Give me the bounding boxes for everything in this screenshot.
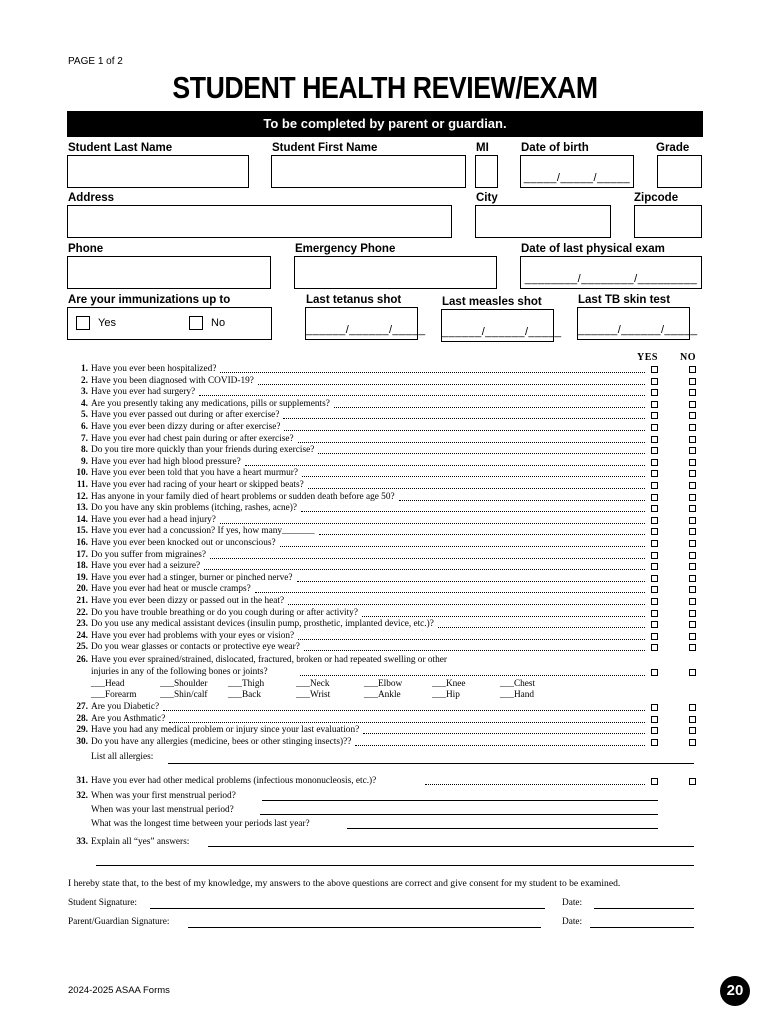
dob-field[interactable] — [520, 155, 634, 188]
no-checkbox[interactable] — [689, 644, 696, 651]
dot-leader — [438, 627, 645, 628]
body-part-ankle[interactable]: ___Ankle — [364, 690, 401, 700]
last-period-input-line[interactable] — [260, 814, 658, 815]
yes-checkbox[interactable] — [651, 669, 658, 676]
dot-leader — [163, 710, 645, 711]
question-text: Have you ever had a seizure? — [91, 561, 201, 572]
no-checkbox[interactable] — [689, 586, 696, 593]
question-text: Have you ever had problems with your eyes or vision? — [91, 630, 295, 641]
no-checkbox[interactable] — [689, 598, 696, 605]
dob-date-blank: _____/_____/_____ — [523, 172, 631, 184]
last-physical-date-blank: ________/________/_________ — [524, 273, 698, 285]
question-number: 18. — [76, 561, 88, 572]
dot-leader — [319, 534, 645, 535]
question-number: 1. — [81, 364, 88, 374]
yes-checkbox[interactable] — [651, 494, 658, 501]
no-checkbox[interactable] — [689, 575, 696, 582]
yes-checkbox[interactable] — [651, 552, 658, 559]
body-part-shoulder[interactable]: ___Shoulder — [160, 679, 208, 689]
dot-leader — [334, 407, 645, 408]
dot-leader — [204, 569, 645, 570]
student-signature-label: Student Signature: — [68, 898, 137, 908]
parent-signature-label: Parent/Guardian Signature: — [68, 917, 170, 927]
no-checkbox[interactable] — [689, 528, 696, 535]
tetanus-label: Last tetanus shot — [306, 294, 402, 306]
question-text: Have you ever had a stinger, burner or pinched nerve? — [91, 572, 293, 583]
no-checkbox[interactable] — [689, 610, 696, 617]
allergies-input-line[interactable] — [168, 763, 694, 764]
grade-field[interactable] — [657, 155, 702, 188]
measles-label: Last measles shot — [442, 296, 542, 308]
last-physical-label: Date of last physical exam — [521, 243, 665, 255]
yes-checkbox[interactable] — [651, 716, 658, 723]
body-part-thigh[interactable]: ___Thigh — [228, 679, 265, 689]
tetanus-field[interactable] — [305, 307, 426, 340]
question-number: 19. — [76, 572, 88, 583]
mi-label: MI — [476, 142, 489, 154]
question-number: 23. — [76, 619, 88, 630]
question-text: Do you have trouble breathing or do you cough during or after activity? — [91, 607, 358, 618]
body-part-hip[interactable]: ___Hip — [432, 690, 460, 700]
yes-checkbox[interactable] — [651, 528, 658, 535]
parent-date-line[interactable] — [590, 927, 694, 928]
no-checkbox[interactable] — [689, 739, 696, 746]
dot-leader — [399, 500, 645, 501]
no-checkbox[interactable] — [689, 552, 696, 559]
body-part-back[interactable]: ___Back — [228, 690, 262, 700]
first-name-label: Student First Name — [272, 142, 378, 154]
question-text: Have you ever been knocked out or unconscious? — [91, 538, 276, 548]
dot-leader — [302, 476, 645, 477]
question-number: 2. — [81, 375, 88, 386]
city-field[interactable] — [475, 205, 611, 238]
immunizations-yes-label: Yes — [98, 317, 116, 329]
yes-checkbox[interactable] — [651, 778, 658, 785]
phone-field[interactable] — [67, 256, 271, 289]
question-text: Have you ever had high blood pressure? — [91, 456, 241, 467]
body-part-head[interactable]: ___Head — [91, 679, 125, 689]
body-part-elbow[interactable]: ___Elbow — [364, 679, 403, 689]
question-number: 27. — [76, 702, 88, 712]
dot-leader — [304, 650, 645, 651]
question-text: Has anyone in your family died of heart problems or sudden death before age 50? — [91, 491, 395, 502]
first-period-text: When was your first menstrual period? — [91, 791, 236, 801]
dot-leader — [425, 784, 645, 785]
consent-statement: I hereby state that, to the best of my knowledge, my answers to the above questions are correct and give consent for my student to be examined. — [68, 878, 621, 889]
question-number: 22. — [76, 607, 88, 618]
dot-leader — [298, 442, 645, 443]
no-checkbox[interactable] — [689, 563, 696, 570]
question-number: 7. — [81, 433, 88, 444]
last-physical-field[interactable] — [520, 256, 702, 289]
yes-checkbox[interactable] — [651, 470, 658, 477]
no-checkbox[interactable] — [689, 633, 696, 640]
yes-checkbox[interactable] — [651, 727, 658, 734]
question-text: Have you ever had chest pain during or after exercise? — [91, 433, 294, 444]
question-text: Have you ever had surgery? — [91, 387, 196, 398]
dot-leader — [169, 722, 645, 723]
question-number: 13. — [76, 503, 88, 514]
no-checkbox[interactable] — [689, 494, 696, 501]
no-checkbox[interactable] — [689, 436, 696, 443]
dot-leader — [288, 604, 645, 605]
question-text: Do you have any allergies (medicine, bees or other stinging insects)?? — [91, 736, 352, 747]
no-checkbox[interactable] — [689, 378, 696, 385]
question-text: Have you been diagnosed with COVID-19? — [91, 375, 254, 386]
no-checkbox[interactable] — [689, 727, 696, 734]
tetanus-date-blank: ______/______/_____ — [306, 324, 426, 336]
no-checkbox[interactable] — [689, 470, 696, 477]
last-name-label: Student Last Name — [68, 142, 173, 154]
dot-leader — [245, 465, 645, 466]
immunizations-no-checkbox[interactable] — [189, 316, 203, 330]
yes-checkbox[interactable] — [651, 598, 658, 605]
question-number: 16. — [76, 538, 88, 548]
dot-leader — [220, 372, 645, 373]
dot-leader — [255, 592, 645, 593]
instructions-banner: To be completed by parent or guardian. — [67, 111, 703, 137]
no-column-header: NO — [680, 352, 696, 363]
phone-label: Phone — [68, 243, 104, 255]
no-checkbox[interactable] — [689, 459, 696, 466]
yes-checkbox[interactable] — [651, 459, 658, 466]
question-text: Do you tire more quickly than your friends during exercise? — [91, 445, 315, 456]
question-text: Explain all “yes” answers: — [91, 837, 190, 847]
no-checkbox[interactable] — [689, 669, 696, 676]
yes-checkbox[interactable] — [651, 366, 658, 373]
question-number: 24. — [76, 630, 88, 641]
no-checkbox[interactable] — [689, 621, 696, 628]
dot-leader — [318, 453, 645, 454]
no-checkbox[interactable] — [689, 389, 696, 396]
student-signature-line[interactable] — [150, 908, 545, 909]
question-text: Have you ever had a concussion? If yes, how many_______ — [91, 526, 315, 537]
yes-checkbox[interactable] — [651, 633, 658, 640]
body-part-neck[interactable]: ___Neck — [296, 679, 330, 689]
question-text: Have you ever had other medical problems (infectious mononucleosis, etc.)? — [91, 776, 377, 786]
immunizations-no-label: No — [211, 317, 226, 329]
dot-leader — [280, 546, 645, 547]
longest-time-text: What was the longest time between your periods last year? — [91, 819, 310, 829]
question-number: 10. — [76, 468, 88, 479]
parent-signature-line[interactable] — [188, 927, 541, 928]
yes-checkbox[interactable] — [651, 378, 658, 385]
question-number: 26. — [76, 655, 88, 665]
no-checkbox[interactable] — [689, 540, 696, 547]
grade-label: Grade — [656, 142, 690, 154]
dot-leader — [199, 395, 645, 396]
question-number: 6. — [81, 422, 88, 432]
parent-date-label: Date: — [562, 917, 583, 927]
question-text: Have you ever passed out during or after exercise? — [91, 410, 280, 421]
question-text: Are you Diabetic? — [91, 702, 160, 712]
zipcode-label: Zipcode — [634, 192, 679, 204]
no-checkbox[interactable] — [689, 424, 696, 431]
question-text: Have you ever had racing of your heart or skipped beats? — [91, 480, 304, 490]
yes-checkbox[interactable] — [651, 517, 658, 524]
question-number: 29. — [76, 725, 88, 736]
question-number: 4. — [81, 398, 88, 409]
dot-leader — [308, 488, 645, 489]
body-part-hand[interactable]: ___Hand — [500, 690, 535, 700]
no-checkbox[interactable] — [689, 716, 696, 723]
dot-leader — [210, 558, 645, 559]
no-checkbox[interactable] — [689, 412, 696, 419]
question-text: Have you ever had heat or muscle cramps? — [91, 584, 251, 595]
immunizations-label: Are your immunizations up to — [68, 294, 231, 306]
question-number: 31. — [76, 776, 88, 786]
dot-leader — [283, 418, 645, 419]
yes-checkbox[interactable] — [651, 739, 658, 746]
yes-checkbox[interactable] — [651, 482, 658, 489]
footer-text: 2024-2025 ASAA Forms — [68, 985, 170, 996]
question-number: 8. — [81, 445, 88, 456]
yes-checkbox[interactable] — [651, 505, 658, 512]
body-part-wrist[interactable]: ___Wrist — [296, 690, 331, 700]
immunizations-yes-checkbox[interactable] — [76, 316, 90, 330]
body-part-chest[interactable]: ___Chest — [500, 679, 536, 689]
address-field[interactable] — [67, 205, 452, 238]
question-number: 11. — [76, 480, 88, 490]
question-number: 30. — [76, 736, 88, 747]
no-checkbox[interactable] — [689, 447, 696, 454]
question-number: 3. — [81, 387, 88, 398]
yes-checkbox[interactable] — [651, 389, 658, 396]
yes-checkbox[interactable] — [651, 704, 658, 711]
question-text: Do you wear glasses or contacts or protective eye wear? — [91, 642, 300, 653]
emergency-phone-field[interactable] — [294, 256, 497, 289]
city-label: City — [476, 192, 498, 204]
question-number: 5. — [81, 410, 88, 421]
no-checkbox[interactable] — [689, 366, 696, 373]
tb-label: Last TB skin test — [578, 294, 671, 306]
question-number: 25. — [76, 642, 88, 653]
tb-field[interactable] — [577, 307, 698, 340]
question-text: Do you have any skin problems (itching, rashes, acne)? — [91, 503, 298, 514]
yes-checkbox[interactable] — [651, 610, 658, 617]
yes-checkbox[interactable] — [651, 401, 658, 408]
yes-column-header: YES — [637, 352, 658, 363]
question-number: 21. — [76, 596, 88, 606]
no-checkbox[interactable] — [689, 704, 696, 711]
first-period-input-line[interactable] — [262, 800, 658, 801]
no-checkbox[interactable] — [689, 505, 696, 512]
question-text: Do you suffer from migraines? — [91, 549, 206, 560]
page-title: STUDENT HEALTH REVIEW/EXAM — [172, 70, 598, 105]
body-part-forearm[interactable]: ___Forearm — [91, 690, 137, 700]
question-text: Have you ever been told that you have a heart murmur? — [91, 468, 299, 479]
question-number: 32. — [76, 791, 88, 801]
page-number-badge: 20 — [720, 976, 750, 1006]
question-number: 15. — [76, 526, 88, 537]
yes-checkbox[interactable] — [651, 424, 658, 431]
longest-time-input-line[interactable] — [347, 828, 658, 829]
question-number: 12. — [76, 491, 88, 502]
dot-leader — [298, 639, 645, 640]
body-part-knee[interactable]: ___Knee — [432, 679, 466, 689]
dot-leader — [284, 430, 645, 431]
emergency-phone-label: Emergency Phone — [295, 243, 396, 255]
dot-leader — [355, 745, 645, 746]
yes-checkbox[interactable] — [651, 621, 658, 628]
allergies-label: List all allergies: — [91, 752, 154, 762]
address-label: Address — [68, 192, 115, 204]
dot-leader — [300, 675, 645, 676]
question-number: 33. — [76, 837, 88, 847]
question-number: 20. — [76, 584, 88, 595]
page-label: PAGE 1 of 2 — [68, 56, 123, 67]
last-period-text: When was your last menstrual period? — [91, 805, 234, 815]
mi-field[interactable] — [475, 155, 498, 188]
question-text: Have you ever been hospitalized? — [91, 364, 217, 374]
dot-leader — [258, 384, 645, 385]
yes-checkbox[interactable] — [651, 586, 658, 593]
dot-leader — [363, 733, 645, 734]
no-checkbox[interactable] — [689, 778, 696, 785]
yes-checkbox[interactable] — [651, 563, 658, 570]
yes-checkbox[interactable] — [651, 540, 658, 547]
yes-checkbox[interactable] — [651, 575, 658, 582]
question-text: Have you ever been dizzy or passed out in the heat? — [91, 596, 285, 606]
question-number: 17. — [76, 549, 88, 560]
question-text: Have you ever had a head injury? — [91, 514, 216, 525]
question-text: Have you ever been dizzy during or after exercise? — [91, 422, 281, 432]
question-text: Are you Asthmatic? — [91, 713, 166, 724]
yes-checkbox[interactable] — [651, 436, 658, 443]
dot-leader — [297, 581, 645, 582]
question-number: 28. — [76, 713, 88, 724]
question-text-continued: injuries in any of the following bones or joints? — [91, 667, 268, 677]
dot-leader — [301, 511, 645, 512]
last-name-field[interactable] — [67, 155, 249, 188]
measles-field[interactable] — [441, 309, 562, 342]
question-text: Have you ever sprained/strained, dislocated, fractured, broken or had repeated swelling or other — [91, 655, 447, 665]
student-date-line[interactable] — [594, 908, 694, 909]
dob-label: Date of birth — [521, 142, 589, 154]
question-number: 9. — [81, 456, 88, 467]
yes-checkbox[interactable] — [651, 447, 658, 454]
tb-date-blank: ______/______/_____ — [578, 324, 698, 336]
yes-checkbox[interactable] — [651, 412, 658, 419]
explain-input-line-1[interactable] — [208, 846, 694, 847]
zipcode-field[interactable] — [634, 205, 702, 238]
no-checkbox[interactable] — [689, 482, 696, 489]
question-text: Are you presently taking any medications, pills or supplements? — [91, 398, 330, 409]
first-name-field[interactable] — [271, 155, 466, 188]
dot-leader — [220, 523, 645, 524]
dot-leader — [362, 616, 645, 617]
body-part-shin-calf[interactable]: ___Shin/calf — [160, 690, 208, 700]
question-text: Do you use any medical assistant devices (insulin pump, prosthetic, implanted device, etc.)? — [91, 619, 434, 630]
question-number: 14. — [76, 514, 88, 525]
explain-input-line-2[interactable] — [96, 865, 694, 866]
yes-checkbox[interactable] — [651, 644, 658, 651]
student-date-label: Date: — [562, 898, 583, 908]
question-text: Have you had any medical problem or injury since your last evaluation? — [91, 725, 360, 736]
immunizations-group — [67, 307, 272, 340]
no-checkbox[interactable] — [689, 401, 696, 408]
no-checkbox[interactable] — [689, 517, 696, 524]
measles-date-blank: ______/______/_____ — [442, 326, 562, 338]
